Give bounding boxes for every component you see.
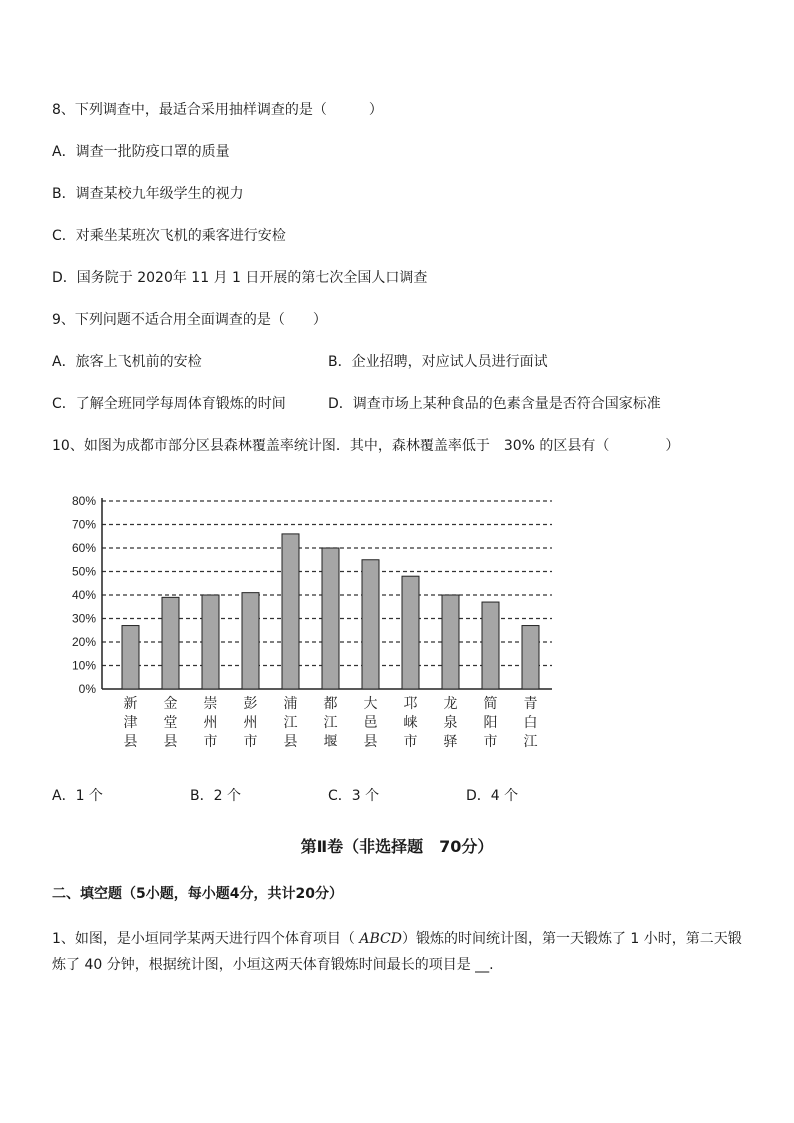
q9-option-d: D．调查市场上某种食品的色素含量是否符合国家标准	[328, 396, 661, 412]
x-tick-label: 新津县	[123, 696, 138, 750]
bar	[202, 595, 219, 689]
bar	[402, 576, 419, 689]
x-tick-label: 彭州市	[243, 696, 258, 750]
forest-coverage-bar-chart	[60, 488, 560, 758]
bar	[322, 548, 339, 689]
q10-stem: 10、如图为成都市部分区县森林覆盖率统计图．其中，森林覆盖率低于 30% 的区县有（ ）	[52, 438, 680, 454]
q8-option-a: A．调查一批防疫口罩的质量	[52, 144, 230, 160]
q10-option-c: C．3 个	[328, 788, 380, 804]
y-tick-label: 50%	[71, 564, 96, 579]
q8-option-c: C．对乘坐某班次飞机的乘客进行安检	[52, 228, 286, 244]
part2-title: 第Ⅱ卷（非选择题 70分）	[300, 837, 494, 856]
bar	[522, 626, 539, 689]
fill1-italic-abcd: ABCD	[359, 931, 402, 947]
y-tick-label: 0%	[78, 682, 96, 696]
x-tick-label: 大邑县	[363, 696, 378, 750]
bar	[362, 560, 379, 689]
bar	[242, 593, 259, 689]
y-tick-label: 80%	[71, 494, 96, 508]
x-tick-label: 简阳市	[483, 696, 498, 750]
q10-option-b: B．2 个	[190, 788, 241, 804]
q9-option-a: A．旅客上飞机前的安检	[52, 354, 202, 370]
y-tick-label: 10%	[71, 658, 96, 673]
bar	[482, 602, 499, 689]
q8-option-b: B．调查某校九年级学生的视力	[52, 186, 244, 202]
x-tick-label: 青白江	[523, 696, 538, 750]
q10-option-a: A．1 个	[52, 788, 103, 804]
y-tick-label: 40%	[71, 588, 96, 602]
q10-option-d: D．4 个	[466, 788, 519, 804]
x-tick-label: 邛崃市	[403, 696, 418, 750]
q8-stem: 8、下列调查中，最适合采用抽样调查的是（ ）	[52, 102, 383, 118]
y-tick-label: 60%	[71, 541, 96, 555]
bar	[162, 597, 179, 689]
bar	[122, 626, 139, 689]
q8-option-d: D．国务院于 2020年 11 月 1 日开展的第七次全国人口调查	[52, 270, 428, 286]
x-tick-label: 龙泉驿	[443, 696, 458, 750]
section2-title: 二、填空题（5小题，每小题4分，共计20分）	[52, 886, 343, 902]
q9-stem: 9、下列问题不适合用全面调查的是（ ）	[52, 312, 327, 328]
y-tick-label: 70%	[71, 517, 96, 532]
bar	[282, 534, 299, 689]
q9-option-c: C．了解全班同学每周体育锻炼的时间	[52, 396, 286, 412]
q9-option-b: B．企业招聘，对应试人员进行面试	[328, 354, 548, 370]
y-tick-label: 20%	[71, 635, 96, 649]
fill-question-1	[52, 926, 746, 978]
fill1-text-before: 1、如图，是小垣同学某两天进行四个体育项目（	[52, 931, 360, 947]
bar	[442, 595, 459, 689]
x-tick-label: 都江堰	[323, 696, 338, 750]
y-tick-label: 30%	[71, 611, 96, 626]
x-tick-label: 崇州市	[203, 696, 218, 750]
x-tick-label: 浦江县	[283, 696, 298, 750]
x-tick-label: 金堂县	[163, 696, 178, 750]
fill1-text-after: ）锻炼的时间统计图，第一天锻炼了 1 小时，第二天锻炼了 40 分钟，根据统计图，小垣这两天体育锻炼时间最长的项目是 __.	[52, 931, 742, 973]
